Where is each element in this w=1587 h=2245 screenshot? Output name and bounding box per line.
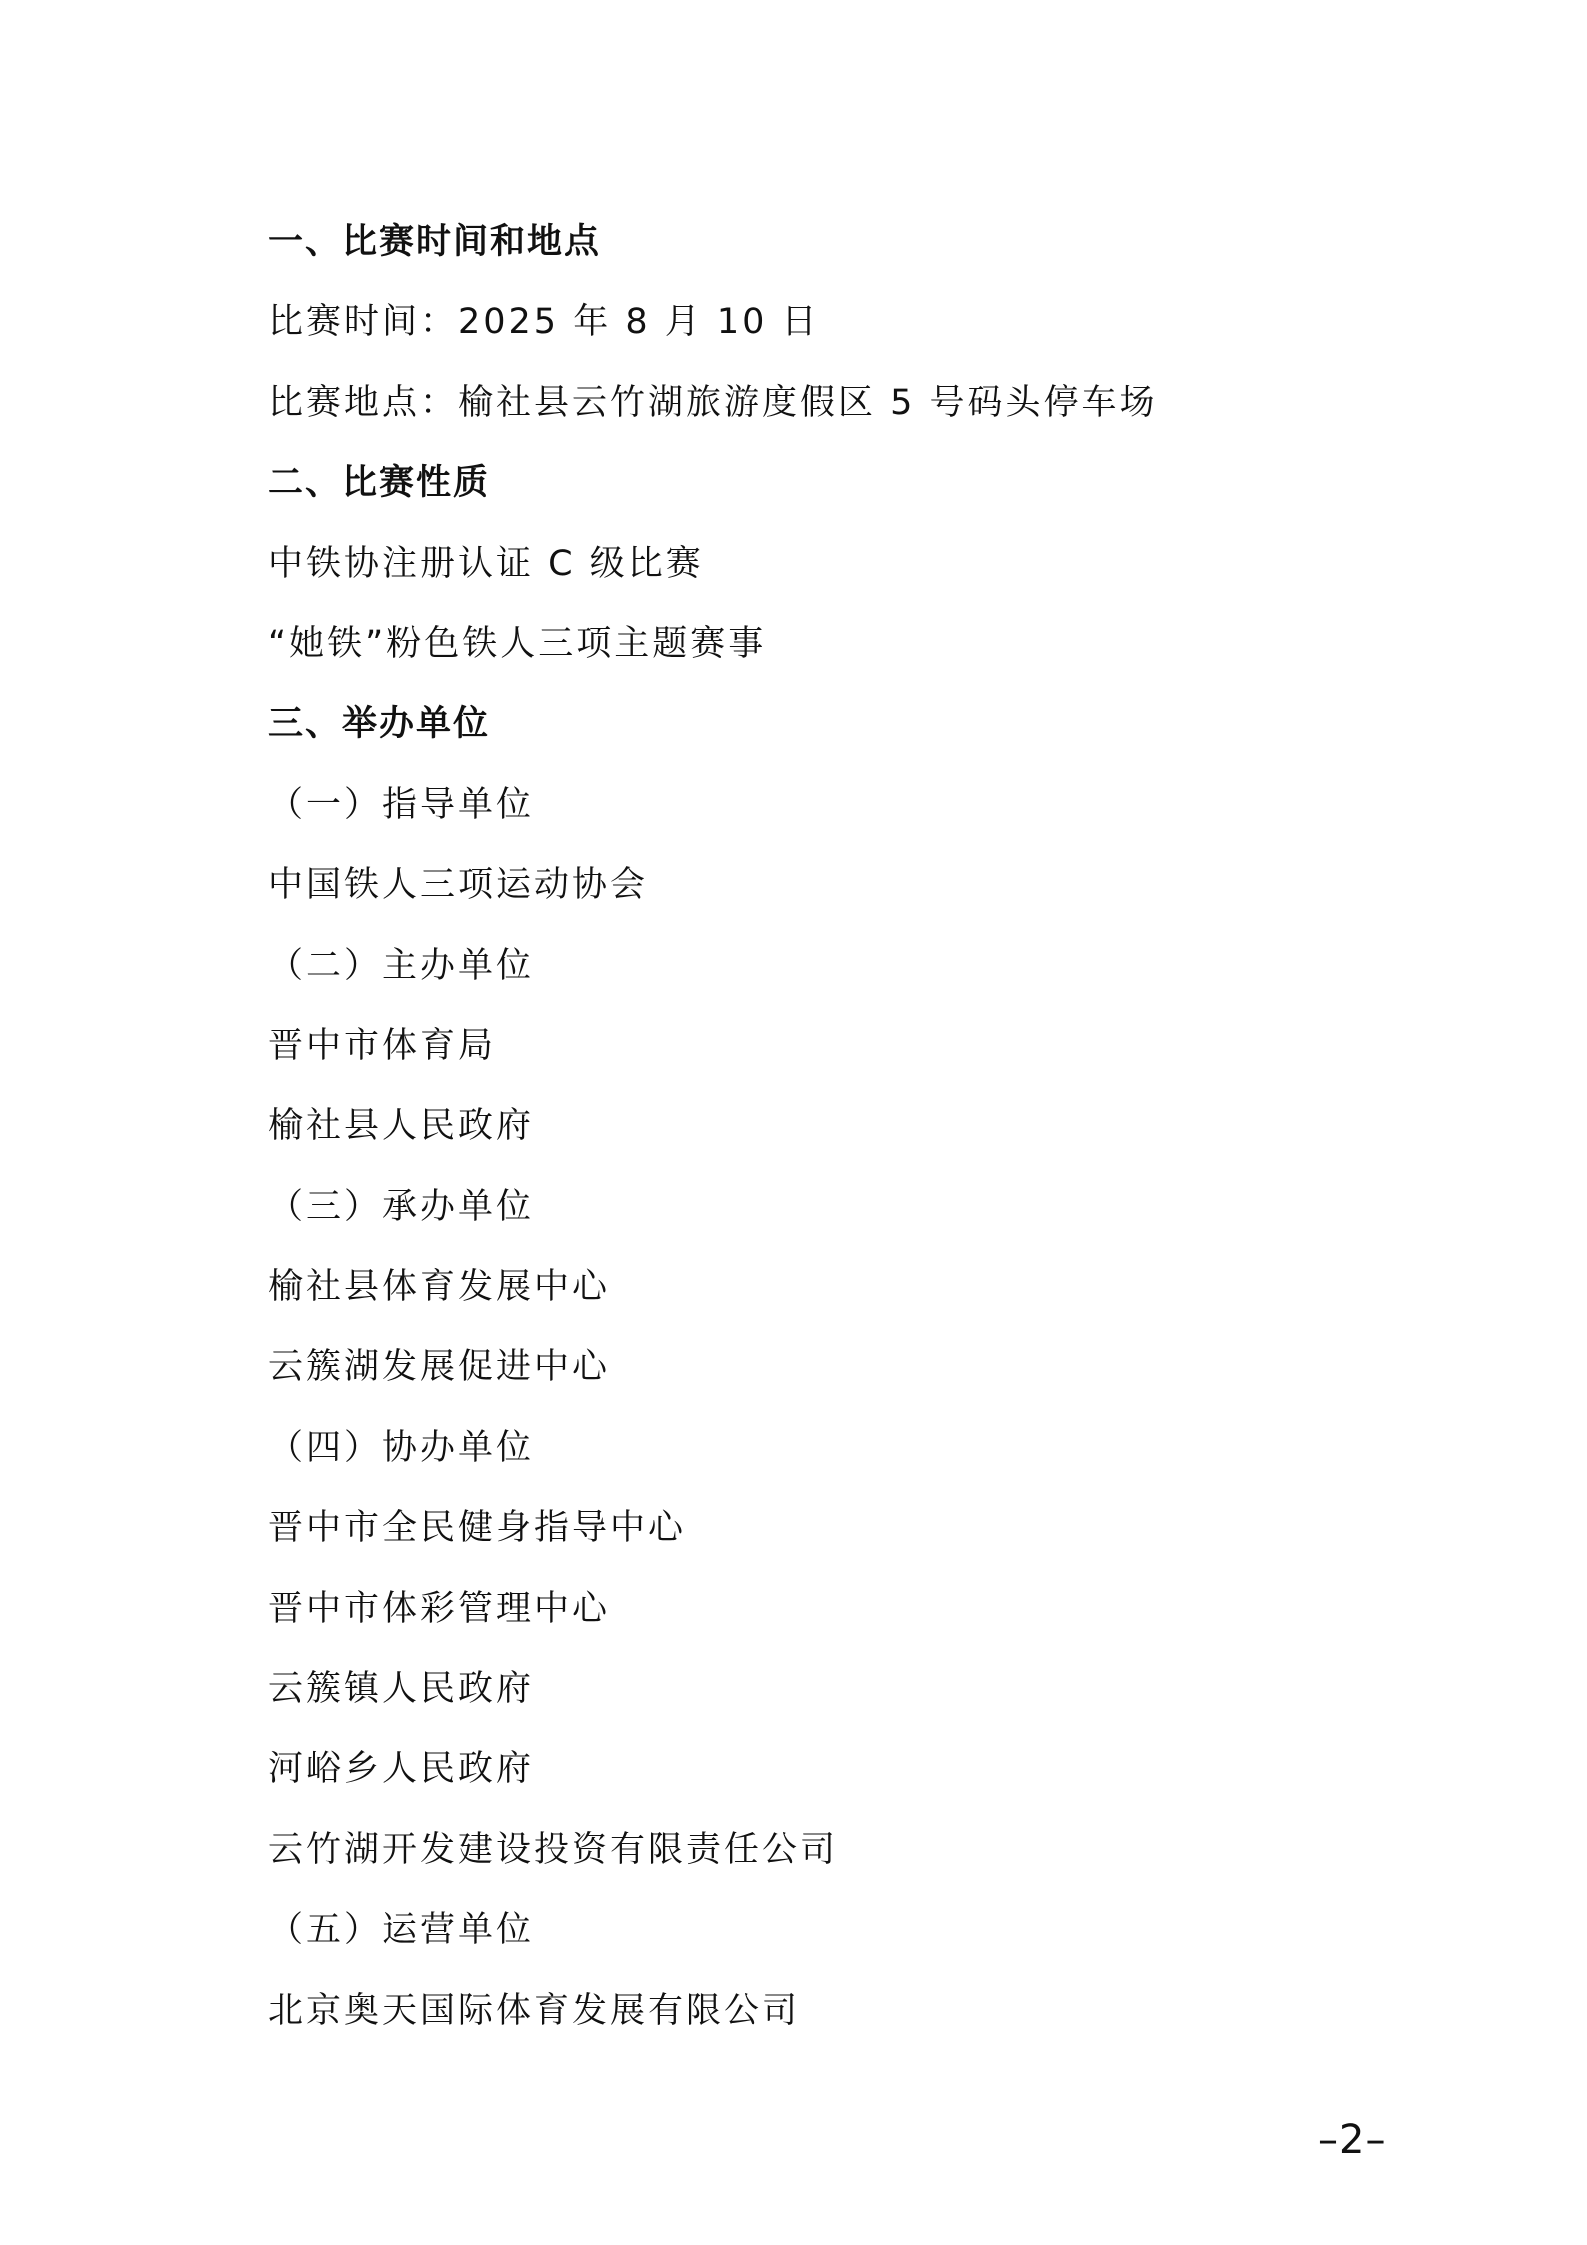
organizing-unit-item: 云簇湖发展促进中心 xyxy=(268,1347,611,1388)
subheading-host-unit: （二）主办单位 xyxy=(268,945,535,986)
co-organizing-unit-item: 晋中市体彩管理中心 xyxy=(268,1588,611,1629)
page-number: –2– xyxy=(1318,2117,1387,2163)
section-heading-organizers: 三、举办单位 xyxy=(268,704,491,745)
co-organizing-unit-item: 河峪乡人民政府 xyxy=(268,1749,535,1790)
host-unit-item: 榆社县人民政府 xyxy=(268,1106,535,1147)
section-heading-time-location: 一、比赛时间和地点 xyxy=(268,222,602,262)
competition-location: 比赛地点：榆社县云竹湖旅游度假区 5 号码头停车场 xyxy=(268,382,1158,423)
co-organizing-unit-item: 云竹湖开发建设投资有限责任公司 xyxy=(268,1829,839,1870)
co-organizing-unit-item: 云簇镇人民政府 xyxy=(268,1669,535,1710)
competition-time: 比赛时间：2025 年 8 月 10 日 xyxy=(268,302,820,343)
competition-theme: “她铁”粉色铁人三项主题赛事 xyxy=(268,623,767,664)
subheading-operating-unit: （五）运营单位 xyxy=(268,1910,535,1951)
operating-unit-item: 北京奥天国际体育发展有限公司 xyxy=(268,1990,801,2031)
subheading-co-organizing-unit: （四）协办单位 xyxy=(268,1427,535,1468)
co-organizing-unit-item: 晋中市全民健身指导中心 xyxy=(268,1508,687,1549)
section-heading-nature: 二、比赛性质 xyxy=(268,463,491,504)
host-unit-item: 晋中市体育局 xyxy=(268,1025,497,1066)
subheading-guiding-unit: （一）指导单位 xyxy=(268,784,535,825)
guiding-unit-item: 中国铁人三项运动协会 xyxy=(268,865,649,906)
organizing-unit-item: 榆社县体育发展中心 xyxy=(268,1267,611,1308)
document-body xyxy=(268,214,1368,2063)
subheading-organizing-unit: （三）承办单位 xyxy=(268,1186,535,1227)
competition-certification: 中铁协注册认证 C 级比赛 xyxy=(268,543,704,584)
